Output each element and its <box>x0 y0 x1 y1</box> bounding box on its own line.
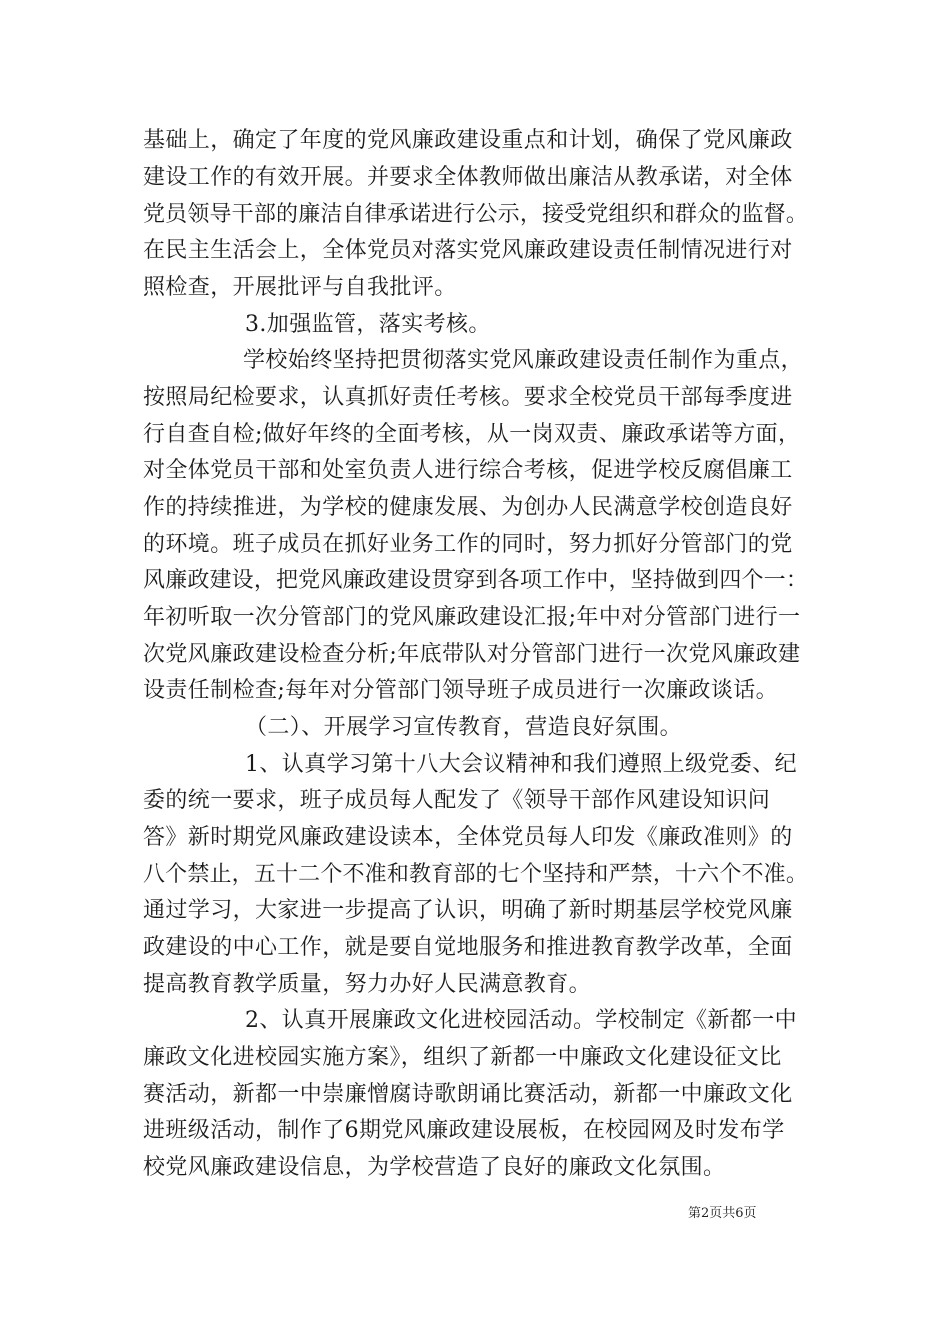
body-text-line: 通过学习，大家进一步提高了认识，明确了新时期基层学校党风廉 <box>143 898 793 923</box>
section-heading: 3.加强监管，落实考核。 <box>245 312 491 337</box>
body-text-line: 答》新时期党风廉政建设读本，全体党员每人印发《廉政准则》的 <box>143 825 793 850</box>
body-text-line: 照检查，开展批评与自我批评。 <box>143 275 457 300</box>
body-text-line: 作的持续推进，为学校的健康发展、为创办人民满意学校创造良好 <box>143 495 793 520</box>
body-text-line: 党员领导干部的廉洁自律承诺进行公示，接受党组织和群众的监督。 <box>143 202 809 227</box>
body-text-line: 风廉政建设，把党风廉政建设贯穿到各项工作中，坚持做到四个一： <box>143 568 809 593</box>
body-text-line: 八个禁止，五十二个不准和教育部的七个坚持和严禁，十六个不准。 <box>143 862 809 887</box>
body-text-line: 学校始终坚持把贯彻落实党风廉政建设责任制作为重点， <box>243 348 804 373</box>
body-text-line: 政建设的中心工作，就是要自觉地服务和推进教育教学改革，全面 <box>143 935 793 960</box>
body-text-line: 在民主生活会上，全体党员对落实党风廉政建设责任制情况进行对 <box>143 238 793 263</box>
body-text-line: 次党风廉政建设检查分析;年底带队对分管部门进行一次党风廉政建 <box>143 642 801 667</box>
body-text-line: 2、认真开展廉政文化进校园活动。学校制定《新都一中 <box>245 1008 797 1033</box>
body-text-line: 基础上，确定了年度的党风廉政建设重点和计划，确保了党风廉政 <box>143 128 793 153</box>
body-text-line: 按照局纪检要求，认真抓好责任考核。要求全校党员干部每季度进 <box>143 385 793 410</box>
body-text-line: 委的统一要求，班子成员每人配发了《领导干部作风建设知识问 <box>143 788 771 813</box>
body-text-line: 进班级活动，制作了6期党风廉政建设展板，在校园网及时发布学 <box>143 1118 785 1143</box>
body-text-line: 行自查自检;做好年终的全面考核，从一岗双责、廉政承诺等方面， <box>143 422 801 447</box>
body-text-line: 年初听取一次分管部门的党风廉政建设汇报;年中对分管部门进行一 <box>143 605 801 630</box>
body-text-line: 设责任制检查;每年对分管部门领导班子成员进行一次廉政谈话。 <box>143 678 779 703</box>
body-text-line: 1、认真学习第十八大会议精神和我们遵照上级党委、纪 <box>245 752 797 777</box>
body-text-line: 校党风廉政建设信息，为学校营造了良好的廉政文化氛围。 <box>143 1155 726 1180</box>
body-text-line: 廉政文化进校园实施方案》，组织了新都一中廉政文化建设征文比 <box>143 1045 782 1070</box>
body-text-line: 对全体党员干部和处室负责人进行综合考核，促进学校反腐倡廉工 <box>143 458 793 483</box>
section-heading: （二）、开展学习宣传教育，营造良好氛围。 <box>245 715 683 740</box>
body-text-line: 提高教育教学质量，努力办好人民满意教育。 <box>143 972 592 997</box>
body-text-line: 建设工作的有效开展。并要求全体教师做出廉洁从教承诺，对全体 <box>143 165 793 190</box>
body-text-line: 赛活动，新都一中崇廉憎腐诗歌朗诵比赛活动，新都一中廉政文化 <box>143 1082 793 1107</box>
page-number-footer: 第2页共6页 <box>688 1206 757 1221</box>
body-text-line: 的环境。班子成员在抓好业务工作的同时，努力抓好分管部门的党 <box>143 532 793 557</box>
